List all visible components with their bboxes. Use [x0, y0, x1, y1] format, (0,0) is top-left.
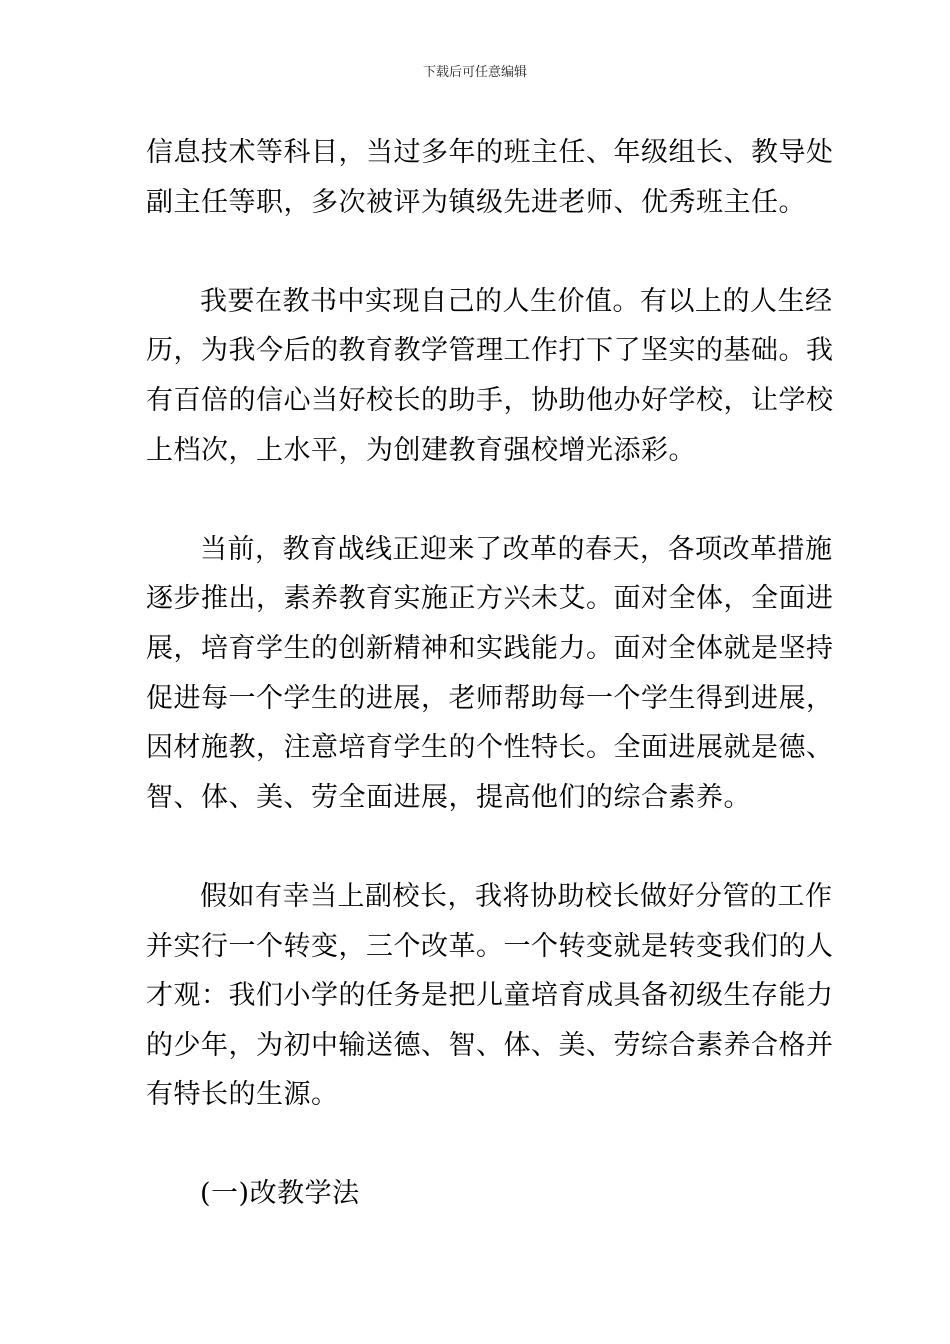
paragraph-spacer — [146, 822, 808, 872]
paragraph-line: 并实行一个转变，三个改革。一个转变就是转变我们的人 — [146, 930, 834, 962]
paragraph-2 — [146, 277, 834, 475]
paragraph-spacer — [146, 1120, 808, 1170]
paragraph-line: 我要在教书中实现自己的人生价值。有以上的人生经 — [200, 285, 833, 317]
paragraph-4 — [146, 872, 834, 1120]
paragraph-1 — [146, 128, 834, 227]
page-header: 下载后可任意编辑 — [422, 65, 527, 80]
paragraph-line: 逐步推出，素养教育实施正方兴未艾。面对全体，全面进 — [146, 583, 834, 615]
paragraph-line: 的少年，为初中输送德、智、体、美、劳综合素养合格并 — [146, 1029, 834, 1061]
document-body — [146, 128, 834, 1219]
paragraph-line: 历，为我今后的教育教学管理工作打下了坚实的基础。我 — [146, 335, 834, 367]
section-heading-text: (一)改教学法 — [200, 1178, 360, 1210]
paragraph-line: 才观：我们小学的任务是把儿童培育成具备初级生存能力 — [146, 980, 834, 1012]
paragraph-line: 因材施教，注意培育学生的个性特长。全面进展就是德、 — [146, 732, 834, 764]
section-heading — [146, 1169, 808, 1219]
paragraph-line: 促进每一个学生的进展，老师帮助每一个学生得到进展， — [146, 682, 834, 714]
paragraph-line: 信息技术等科目，当过多年的班主任、年级组长、教导处 — [146, 137, 834, 168]
paragraph-line: 展，培育学生的创新精神和实践能力。面对全体就是坚持 — [146, 632, 834, 664]
paragraph-3 — [146, 525, 834, 823]
paragraph-line: 有百倍的信心当好校长的助手，协助他办好学校，让学校 — [146, 384, 834, 416]
paragraph-spacer — [146, 227, 808, 277]
paragraph-line: 智、体、美、劳全面进展，提高他们的综合素养。 — [146, 781, 751, 813]
paragraph-spacer — [146, 475, 808, 525]
paragraph-line: 上档次，上水平，为创建教育强校增光添彩。 — [146, 434, 696, 466]
paragraph-line: 当前，教育战线正迎来了改革的春天，各项改革措施 — [200, 533, 833, 565]
paragraph-line: 副主任等职，多次被评为镇级先进老师、优秀班主任。 — [146, 186, 806, 218]
paragraph-line: 假如有幸当上副校长，我将协助校长做好分管的工作 — [200, 880, 833, 912]
paragraph-line: 有特长的生源。 — [146, 1079, 339, 1111]
